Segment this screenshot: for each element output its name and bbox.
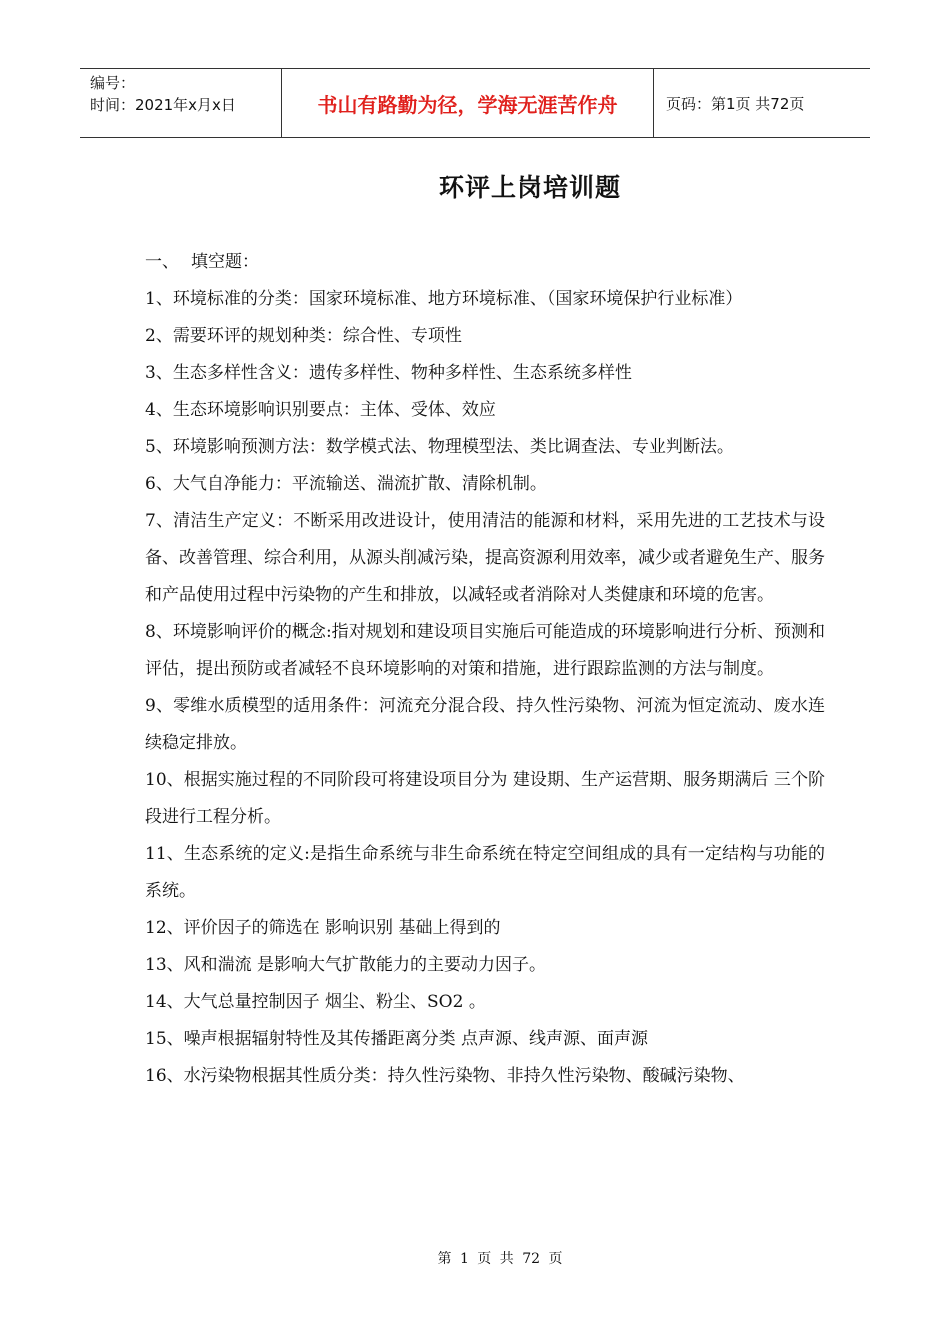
section-heading (145, 244, 825, 281)
question-item: 13、风和湍流 是影响大气扩散能力的主要动力因子。 (145, 955, 547, 975)
question-item: 2、需要环评的规划种类：综合性、专项性 (145, 326, 462, 346)
question-item: 5、环境影响预测方法：数学模式法、物理模型法、类比调查法、专业判断法。 (145, 437, 734, 457)
header-motto-cell (282, 69, 654, 137)
question-item: 3、生态多样性含义：遗传多样性、物种多样性、生态系统多样性 (145, 363, 632, 383)
question-item: 1、环境标准的分类：国家环境标准、地方环境标准、（国家环境保护行业标准） (145, 289, 743, 309)
question-item: 11、生态系统的定义:是指生命系统与非生命系统在特定空间组成的具有一定结构与功能的系统。 (145, 844, 825, 901)
document-body (145, 244, 825, 1095)
question-item: 4、生态环境影响识别要点：主体、受体、效应 (145, 400, 496, 420)
page-info: 页码：第1页 共72页 (666, 94, 805, 113)
question-item: 14、大气总量控制因子 烟尘、粉尘、SO2 。 (145, 992, 486, 1012)
question-item: 8、环境影响评价的概念:指对规划和建设项目实施后可能造成的环境影响进行分析、预测和评估，提出预防或者减轻不良环境影响的对策和措施，进行跟踪监测的方法与制度。 (145, 622, 825, 679)
document-header (80, 68, 870, 138)
question-item: 10、根据实施过程的不同阶段可将建设项目分为 建设期、生产运营期、服务期满后 三个阶段进行工程分析。 (145, 770, 825, 827)
header-page-cell (654, 69, 870, 137)
question-item: 7、清洁生产定义：不断采用改进设计，使用清洁的能源和材料，采用先进的工艺技术与设备、改善管理、综合利用，从源头削减污染，提高资源利用效率，减少或者避免生产、服务和产品使用过程中污染物的产生和排放，以减轻或者消除对人类健康和环境的危害。 (145, 511, 825, 605)
question-item: 9、零维水质模型的适用条件：河流充分混合段、持久性污染物、河流为恒定流动、废水连续稳定排放。 (145, 696, 825, 753)
time-label: 时间：2021年x月x日 (90, 96, 236, 114)
number-label: 编号： (90, 74, 136, 92)
motto-text: 书山有路勤为径，学海无涯苦作舟 (317, 92, 618, 117)
question-item: 15、噪声根据辐射特性及其传播距离分类 点声源、线声源、面声源 (145, 1029, 649, 1049)
header-meta-cell (80, 69, 282, 137)
page-footer: 第 1 页 共 72 页 (437, 1251, 563, 1267)
question-item: 16、水污染物根据其性质分类：持久性污染物、非持久性污染物、酸碱污染物、 (145, 1066, 745, 1086)
page-title: 环评上岗培训题 (438, 173, 621, 202)
question-item: 6、大气自净能力：平流输送、湍流扩散、清除机制。 (145, 474, 547, 494)
section-number: 一、 (145, 252, 179, 272)
section-label: 填空题： (191, 252, 259, 272)
question-item: 12、评价因子的筛选在 影响识别 基础上得到的 (145, 918, 501, 938)
